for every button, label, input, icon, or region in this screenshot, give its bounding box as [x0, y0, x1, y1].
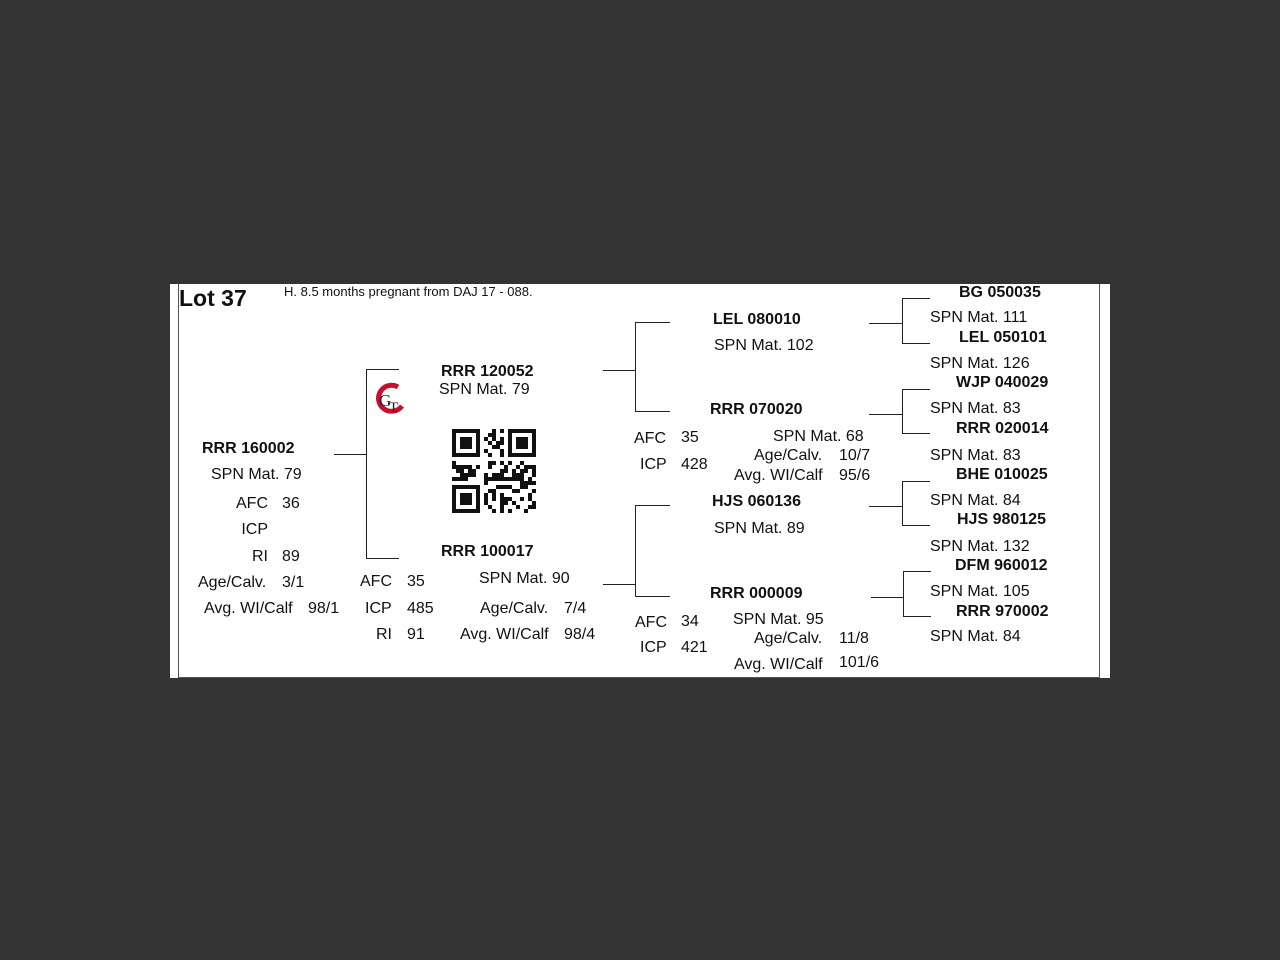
- qr-code-icon: [452, 429, 536, 513]
- ggp-5-id: BHE 010025: [956, 466, 1048, 483]
- dam-ri-value: 91: [407, 626, 425, 643]
- dam-afc-label: AFC: [360, 573, 392, 590]
- subject-afc-value: 36: [282, 495, 300, 512]
- subject-icp-label: ICP: [241, 521, 268, 538]
- pedigree-sheet: [170, 284, 1110, 678]
- connector-sd-vertical: [902, 389, 903, 434]
- connector-ggp-2: [902, 343, 930, 344]
- connector-ss-out: [869, 323, 903, 324]
- connector-ds-out: [869, 506, 903, 507]
- gp-dd-agecalv-label: Age/Calv.: [754, 630, 823, 647]
- gp-dd-agecalv-value: 11/8: [839, 630, 869, 647]
- ggp-4-id: RRR 020014: [956, 420, 1049, 437]
- gp-sd-spn: SPN Mat. 68: [773, 428, 864, 445]
- ggp-2-spn: SPN Mat. 126: [930, 355, 1030, 372]
- gp-sd-avgwi-label: Avg. WI/Calf: [734, 467, 823, 484]
- gp-ss-spn: SPN Mat. 102: [714, 337, 814, 354]
- connector-sd-out: [869, 414, 903, 415]
- gp-sd-id: RRR 070020: [710, 401, 803, 418]
- ggp-5-spn: SPN Mat. 84: [930, 492, 1021, 509]
- connector-sire-dam: [635, 411, 670, 412]
- subject-agecalv-value: 3/1: [282, 574, 305, 591]
- gp-ds-spn: SPN Mat. 89: [714, 520, 805, 537]
- dam-agecalv-value: 7/4: [564, 600, 587, 617]
- gp-dd-afc-value: 34: [681, 613, 699, 630]
- ggp-8-id: RRR 970002: [956, 603, 1049, 620]
- gp-dd-avgwi-value: 101/6: [839, 654, 880, 671]
- connector-ggp-3: [902, 389, 930, 390]
- gp-dd-afc-label: AFC: [635, 614, 667, 631]
- svg-text:G: G: [379, 391, 392, 410]
- dam-avgwi-label: Avg. WI/Calf: [460, 626, 549, 643]
- connector-parents-vertical: [366, 369, 367, 559]
- gp-sd-afc-label: AFC: [634, 430, 666, 447]
- connector-sire: [366, 369, 399, 370]
- gp-sd-afc-value: 35: [681, 429, 699, 446]
- ggp-3-spn: SPN Mat. 83: [930, 400, 1021, 417]
- frame-right-border: [1099, 284, 1100, 678]
- sire-spn: SPN Mat. 79: [439, 381, 530, 398]
- connector-ggp-4: [902, 433, 930, 434]
- dam-agecalv-label: Age/Calv.: [480, 600, 549, 617]
- connector-sire-out: [603, 370, 636, 371]
- gp-dd-id: RRR 000009: [710, 585, 803, 602]
- gp-sd-agecalv-label: Age/Calv.: [754, 447, 823, 464]
- connector-ggp-8: [903, 616, 931, 617]
- dam-spn: SPN Mat. 90: [479, 570, 570, 587]
- ggp-6-id: HJS 980125: [957, 511, 1046, 528]
- gp-sd-agecalv-value: 10/7: [839, 447, 871, 464]
- gp-sd-icp-value: 428: [681, 456, 708, 473]
- gp-dd-icp-label: ICP: [640, 639, 667, 656]
- subject-avgwi-label: Avg. WI/Calf: [204, 600, 293, 617]
- dam-avgwi-value: 98/4: [564, 626, 596, 643]
- dam-afc-value: 35: [407, 573, 425, 590]
- dam-id: RRR 100017: [441, 543, 534, 560]
- subject-id: RRR 160002: [202, 440, 295, 457]
- subject-ri-label: RI: [252, 548, 268, 565]
- subject-ri-value: 89: [282, 548, 300, 565]
- frame-bottom-border: [178, 677, 1100, 678]
- ggp-7-id: DFM 960012: [955, 557, 1048, 574]
- ggp-1-spn: SPN Mat. 111: [930, 309, 1028, 326]
- gp-sd-icp-label: ICP: [640, 456, 667, 473]
- connector-dd-vertical: [903, 571, 904, 617]
- gp-ss-id: LEL 080010: [713, 311, 801, 328]
- frame-left-border: [178, 284, 179, 678]
- ggp-6-spn: SPN Mat. 132: [930, 538, 1030, 555]
- connector-ggp-5: [902, 481, 930, 482]
- connector-ggp-1: [902, 298, 930, 299]
- connector-dam-dam: [635, 596, 670, 597]
- dam-ri-label: RI: [376, 626, 392, 643]
- subject-afc-label: AFC: [236, 495, 268, 512]
- connector-dd-out: [871, 597, 904, 598]
- gp-dd-icp-value: 421: [681, 639, 708, 656]
- connector-dam-grand-vertical: [635, 505, 636, 597]
- dam-icp-value: 485: [407, 600, 434, 617]
- connector-ggp-7: [903, 571, 931, 572]
- ggp-4-spn: SPN Mat. 83: [930, 447, 1021, 464]
- dam-icp-label: ICP: [365, 600, 392, 617]
- gp-dd-avgwi-label: Avg. WI/Calf: [734, 656, 823, 673]
- gp-sd-avgwi-value: 95/6: [839, 467, 871, 484]
- subject-avgwi-value: 98/1: [308, 600, 340, 617]
- lot-note: H. 8.5 months pregnant from DAJ 17 - 088.: [284, 284, 533, 299]
- gp-ds-id: HJS 060136: [712, 493, 801, 510]
- subject-agecalv-label: Age/Calv.: [198, 574, 267, 591]
- connector-subject: [334, 454, 367, 455]
- connector-sire-grand-vertical: [635, 322, 636, 412]
- ggp-8-spn: SPN Mat. 84: [930, 628, 1021, 645]
- connector-ggp-6: [902, 525, 930, 526]
- connector-dam-out: [603, 584, 636, 585]
- lot-title: Lot 37: [179, 285, 247, 311]
- connector-dam-sire: [635, 505, 670, 506]
- ggp-7-spn: SPN Mat. 105: [930, 583, 1030, 600]
- ggp-1-id: BG 050035: [959, 284, 1041, 301]
- connector-ds-vertical: [902, 481, 903, 526]
- ggp-2-id: LEL 050101: [959, 329, 1047, 346]
- gt-logo-icon: [374, 382, 408, 416]
- ggp-3-id: WJP 040029: [956, 374, 1049, 391]
- subject-spn: SPN Mat. 79: [211, 466, 302, 483]
- connector-dam: [366, 558, 399, 559]
- connector-ss-vertical: [902, 298, 903, 344]
- gp-dd-spn: SPN Mat. 95: [733, 611, 824, 628]
- svg-text:T: T: [389, 400, 399, 416]
- connector-sire-sire: [635, 322, 670, 323]
- sire-id: RRR 120052: [441, 363, 534, 380]
